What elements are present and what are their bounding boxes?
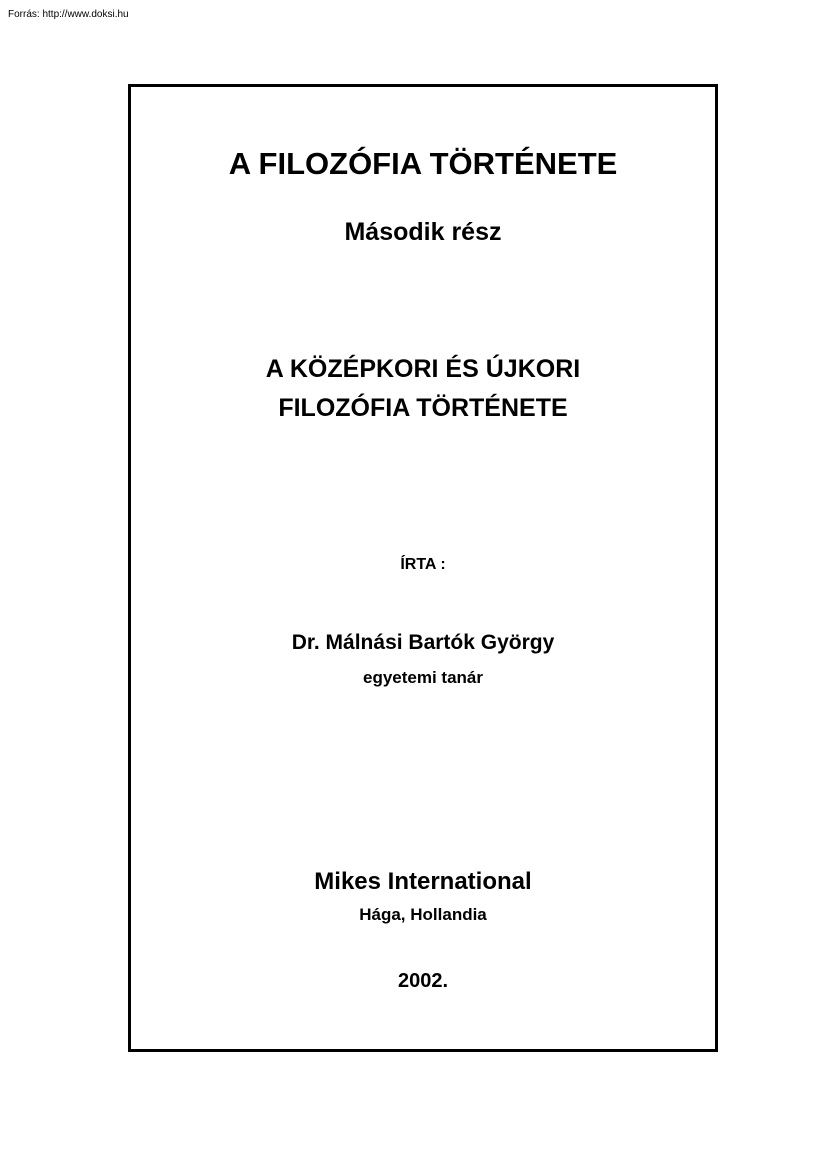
author-name: Dr. Málnási Bartók György: [291, 631, 555, 654]
publisher-name: Mikes International: [314, 868, 532, 895]
title-page-frame: [128, 84, 718, 1052]
publisher-place: Hága, Hollandia: [359, 905, 487, 924]
written-by-label: ÍRTA :: [400, 556, 446, 573]
volume-heading-line1: A KÖZÉPKORI ÉS ÚJKORI: [265, 355, 581, 383]
book-title: A FILOZÓFIA TÖRTÉNETE: [228, 146, 618, 181]
book-subtitle: Második rész: [344, 218, 502, 246]
publication-year: 2002.: [397, 970, 449, 992]
source-line: Forrás: http://www.doksi.hu: [8, 9, 129, 20]
volume-heading-line2: FILOZÓFIA TÖRTÉNETE: [278, 394, 568, 422]
author-title: egyetemi tanár: [363, 668, 483, 687]
